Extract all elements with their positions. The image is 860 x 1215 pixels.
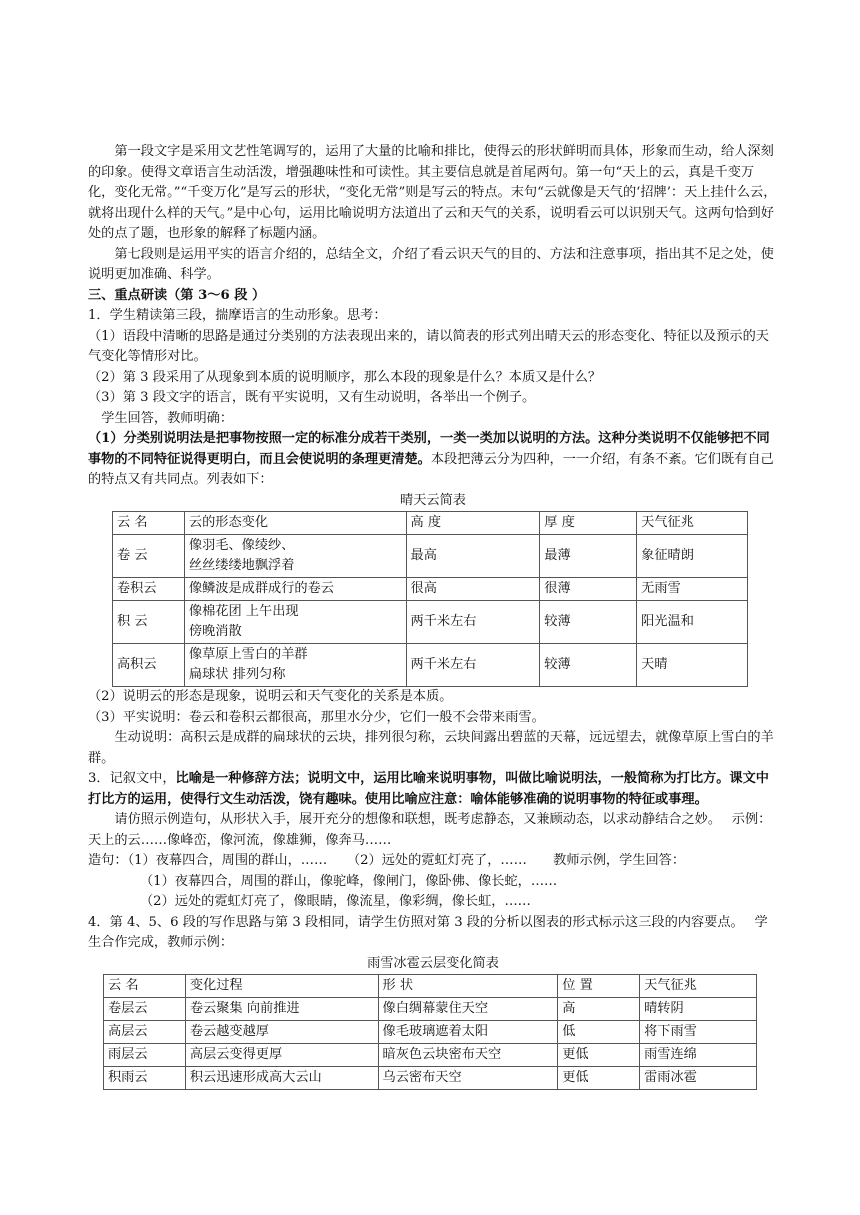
table-row — [113, 535, 748, 578]
question-3-sentence: 造句：（1）夜幕四合，周围的群山，…… （2）远处的霓虹灯亮了，…… 教师示例，学生回答： — [88, 853, 686, 868]
table-header-cell: 云 名 — [113, 512, 185, 535]
table-cell: 天晴 — [637, 644, 748, 687]
table-1-title: 晴天云简表 — [400, 492, 466, 508]
table-header-cell: 天气征兆 — [637, 512, 748, 535]
table-cell: 像白绸幕蒙住天空 — [378, 998, 558, 1021]
question-3-task: 请仿照示例造句，从形状入手，展开充分的想像和联想，既考虑静态，又兼顾动态，以求动静结合之妙。 示例：天上的云……像峰峦，像河流，像雄狮，像奔马…… — [88, 812, 772, 848]
table-cell: 较薄 — [540, 644, 637, 687]
table-cell: 两千米左右 — [406, 644, 540, 687]
table-cell: 最薄 — [540, 535, 637, 578]
table-header-row — [104, 975, 757, 998]
table-cell: 更低 — [558, 1044, 640, 1067]
table-cell: 暗灰色云块密布天空 — [378, 1044, 558, 1067]
table-cell: 像羽毛、像绫纱、 丝丝缕缕地飘浮着 — [184, 535, 406, 578]
section-heading: 三、重点研读（第 3～6 段 ） — [88, 287, 266, 303]
table-cell: 卷 云 — [113, 535, 185, 578]
question-1-part-3: （3）第 3 段文字的语言，既有平实说明，又有生动说明，各举出一个例子。 — [88, 390, 536, 405]
table-cell: 很薄 — [540, 578, 637, 601]
answer-2: （2）说明云的形态是现象，说明云和天气变化的关系是本质。 — [88, 689, 453, 704]
table-cell: 很高 — [406, 578, 540, 601]
table-row — [104, 998, 757, 1021]
table-header-cell: 形 状 — [378, 975, 558, 998]
table-header-row — [113, 512, 748, 535]
table-cell: 高积云 — [113, 644, 185, 687]
table-cell: 高层云 — [104, 1021, 186, 1044]
question-1-part-2: （2）第 3 段采用了从现象到本质的说明顺序，那么本段的现象是什么？本质又是什么？ — [88, 369, 602, 385]
table-cell: 积 云 — [113, 601, 185, 644]
table-cell: 卷积云 — [113, 578, 185, 601]
table-cell: 像毛玻璃遮着太阳 — [378, 1021, 558, 1044]
answer-1-bold: （1）分类别说明法是把事物按照一定的标准分成若干类别，一类一类加以说明的方法。这种分类说明不仅能够把不同事物的不同特征说得更明白，而且会使说明的条理更清楚。 — [88, 431, 770, 467]
table-2-title: 雨雪冰雹云层变化简表 — [367, 955, 499, 971]
table-cell: 两千米左右 — [406, 601, 540, 644]
question-1: 1．学生精读第三段，揣摩语言的生动形象。思考： — [88, 308, 387, 323]
table-cell: 更低 — [558, 1067, 640, 1090]
table-header-cell: 高 度 — [406, 512, 540, 535]
question-3-prefix: 3．记叙文中， — [88, 771, 176, 786]
table-cell: 积云迅速形成高大云山 — [185, 1067, 378, 1090]
question-3 — [88, 769, 778, 810]
table-cell: 雷雨冰雹 — [640, 1067, 757, 1090]
answer-3: （3）平实说明：卷云和卷积云都很高，那里水分少，它们一般不会带来雨雪。 — [88, 709, 545, 725]
table-header-cell: 云 名 — [104, 975, 186, 998]
table-cell: 雨层云 — [104, 1044, 186, 1067]
table-row — [113, 644, 748, 687]
table-cell: 无雨雪 — [637, 578, 748, 601]
table-header-cell: 厚 度 — [540, 512, 637, 535]
answer-1-rest: 本段把薄云分为四种，一一介绍，有条不紊。它们既有自己的特点又有共同点。列表如下： — [88, 451, 774, 487]
table-cell: 将下雨雪 — [640, 1021, 757, 1044]
table-row — [104, 1044, 757, 1067]
table-cell: 阳光温和 — [637, 601, 748, 644]
question-3-example-2: （2）远处的霓虹灯亮了，像眼睛，像流星，像彩绸，像长虹，…… — [140, 894, 531, 909]
clear-sky-cloud-table — [112, 511, 748, 687]
question-1-part-1: （1）语段中清晰的思路是通过分类别的方法表现出来的，请以简表的形式列出晴天云的形态变化、特征以及预示的天气变化等情形对比。 — [88, 328, 769, 364]
table-cell: 乌云密布天空 — [378, 1067, 558, 1090]
table-cell: 较薄 — [540, 601, 637, 644]
table-header-cell: 位 置 — [558, 975, 640, 998]
table-row — [113, 578, 748, 601]
table-cell: 卷层云 — [104, 998, 186, 1021]
table-cell: 像鳞波是成群成行的卷云 — [184, 578, 406, 601]
table-cell: 最高 — [406, 535, 540, 578]
table-cell: 像草原上雪白的羊群 扁球状 排列匀称 — [184, 644, 406, 687]
table-row — [104, 1021, 757, 1044]
answer-3-vivid: 生动说明：高积云是成群的扁球状的云块，排列很匀称，云块间露出碧蓝的天幕，远远望去，就像草原上雪白的羊群。 — [88, 730, 774, 766]
table-header-cell: 天气征兆 — [640, 975, 757, 998]
table-header-cell: 变化过程 — [185, 975, 378, 998]
rain-snow-cloud-table — [103, 974, 757, 1090]
table-row — [113, 601, 748, 644]
answer-1 — [88, 429, 778, 491]
table-cell: 卷云聚集 向前推进 — [185, 998, 378, 1021]
intro-paragraph-1: 第一段文字是采用文艺性笔调写的，运用了大量的比喻和排比，使得云的形状鲜明而具体，形象而生动，给人深刻的印象。使得文章语言生动活泼，增强趣味性和可读性。其主要信息就是首尾两句。第一句“天上的云，真是千变万化，变化无常。”“千变万化”是写云的形状，“变化无常”则是写云的特点。末句“云就像是天气的‘招牌’：天上挂什么云，就将出现什么样的天气。”是中心句，运用比喻说明方法道出了云和天气的关系，说明看云可以识别天气。这两句恰到好处的点了题，也形象的解释了标题内涵。 — [88, 144, 777, 241]
table-row — [104, 1067, 757, 1090]
table-cell: 晴转阴 — [640, 998, 757, 1021]
table-cell: 象征晴朗 — [637, 535, 748, 578]
table-cell: 积雨云 — [104, 1067, 186, 1090]
table-cell: 雨雪连绵 — [640, 1044, 757, 1067]
document-page — [88, 142, 778, 1090]
table-cell: 像棉花团 上午出现 傍晚消散 — [184, 601, 406, 644]
intro-paragraph-2: 第七段则是运用平实的语言介绍的，总结全文，介绍了看云识天气的目的、方法和注意事项，指出其不足之处，使说明更加准确、科学。 — [88, 246, 774, 282]
table-cell: 低 — [558, 1021, 640, 1044]
answer-intro: 学生回答，教师明确： — [101, 410, 234, 426]
table-cell: 卷云越变越厚 — [185, 1021, 378, 1044]
table-cell: 高 — [558, 998, 640, 1021]
table-cell: 高层云变得更厚 — [185, 1044, 378, 1067]
table-header-cell: 云的形态变化 — [184, 512, 406, 535]
question-3-example-1: （1）夜幕四合，周围的群山，像驼峰，像闸门，像卧佛、像长蛇，…… — [140, 873, 558, 889]
question-4: 4．第 4、5、6 段的写作思路与第 3 段相同，请学生仿照对第 3 段的分析以图表的形式标示这三段的内容要点。 学生合作完成，教师示例： — [88, 914, 768, 950]
question-3-bold: 比喻是一种修辞方法；说明文中，运用比喻来说明事物，叫做比喻说明法，一般简称为打比方。课文中打比方的运用，使得行文生动活泼，饶有趣味。使用比喻应注意：喻体能够准确的说明事物的特征或事理。 — [88, 771, 769, 807]
